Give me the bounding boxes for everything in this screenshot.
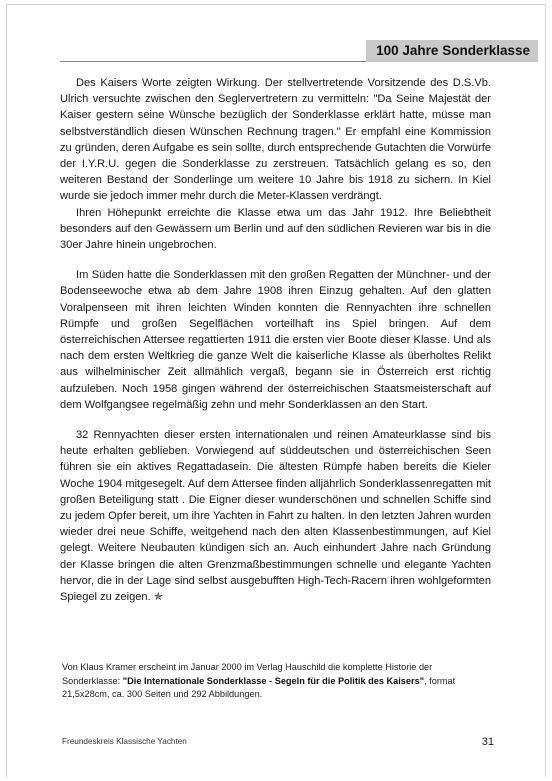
- footnote-book-title: "Die Internationale Sonderklasse - Segeln für die Politik des Kaisers": [122, 675, 425, 686]
- paragraph-gap: [60, 253, 491, 267]
- page-title: 100 Jahre Sonderklasse: [376, 43, 530, 58]
- page-number: 31: [481, 736, 494, 748]
- paragraph-3: Im Süden hatte die Sonderklassen mit den großen Regatten der Münchner- und der Bodenseewoche etwa ab dem Jahre 1908 ihren Einzug gehalten. Auf den glatten Voralpenseen mit ihren leichten Winden konnten die Rennyachten ihre schnellen Rümpfe und großen Segelflächen vorteilhaft ins Spiel bringen. Auf dem österreichischen Attersee regattierten 1911 die ersten vier Boote dieser Klasse. Und als nach dem ersten Weltkrieg die ganze Welt die kaiserliche Klasse als überholtes Relikt aus wilhelminischer Zeit allmählich vergaß, begann sie in Österreich erst richtig aufzuleben. Noch 1958 gingen während der österreichischen Staatsmeisterschaft auf dem Wolfgangsee regelmäßig zehn und mehr Sonderklassen an den Start.: [60, 269, 491, 411]
- paragraph-1: Des Kaisers Worte zeigten Wirkung. Der stellvertretende Vorsitzende des D.S.Vb. Ulrich versuchte zwischen den Seglervertretern zu vermitteln: "Da Seine Majestät der Kaiser gestern seine Wünsche bezüglich der Sonderklasse erklärt hatte, müsse man selbstverständlich diesen Wünschen Rechnung tragen." Er empfahl eine Kommission zu gründen, deren Aufgabe es sein sollte, durch entsprechende Gutachten die Vorwürfe der I.Y.R.U. gegen die Sonderklasse zu zerstreuen. Tatsächlich gelang es so, den weiteren Bestand der Sonderlinge um weitere 10 Jahre bis 1918 zu sichern. In Kiel wurde sie jedoch immer mehr durch die Meter-Klassen verdrängt.: [60, 77, 491, 203]
- paragraph-4-text: 32 Rennyachten dieser ersten internationalen und reinen Amateurklasse sind bis heute erhalten geblieben. Vorwiegend auf süddeutschen und österreichischen Seen führen sie ein aktives Regattadasein. Die ältesten Rümpfe haben bereits die Kieler Woche 1904 mitgesegelt. Auf dem Attersee finden alljährlich Sonderklassenregatten mit großen Beteiligung statt . Die Eigner dieser wunderschönen und schnellen Schiffe sind zu jedem Opfer bereit, um ihre Yachten in Fahrt zu halten. In den letzten Jahren wurden wieder drei neue Schiffe, weitgehend nach den alten Klassenbestimmungen, auf Kiel gelegt. Weitere Neubauten kündigen sich an. Auch einhundert Jahre nach Gründung der Klasse bringen die alten Grenzmaßbestimmungen schnelle und elegante Yachten hervor, die in der Lage sind selbst ausgebufften High-Tech-Racern ihren wohlgeformten Spiegel zu zeigen.: [60, 429, 491, 604]
- footnote-tail: , format 21,5x28cm, ca. 300 Seiten und 292 Abbildungen.: [62, 675, 456, 700]
- paragraph-4: [60, 427, 491, 605]
- footer-publisher: Freundeskreis Klassische Yachten: [62, 737, 187, 746]
- book-footnote: [62, 661, 482, 702]
- star-icon: ✯: [153, 591, 163, 604]
- paragraph-gap: [60, 413, 491, 427]
- footnote-lead: Von Klaus Kramer erscheint im Januar 2000 im Verlag Hauschild die komplette Historie der Sonderklasse:: [62, 662, 433, 686]
- article-body: [60, 75, 491, 605]
- header-tab: [366, 40, 538, 62]
- paragraph-2: Ihren Höhepunkt erreichte die Klasse etwa um das Jahr 1912. Ihre Beliebtheit besonders auf den Gewässern um Berlin und auf den südlichen Revieren war bis in die 30er Jahre hinein ungebrochen.: [60, 206, 491, 252]
